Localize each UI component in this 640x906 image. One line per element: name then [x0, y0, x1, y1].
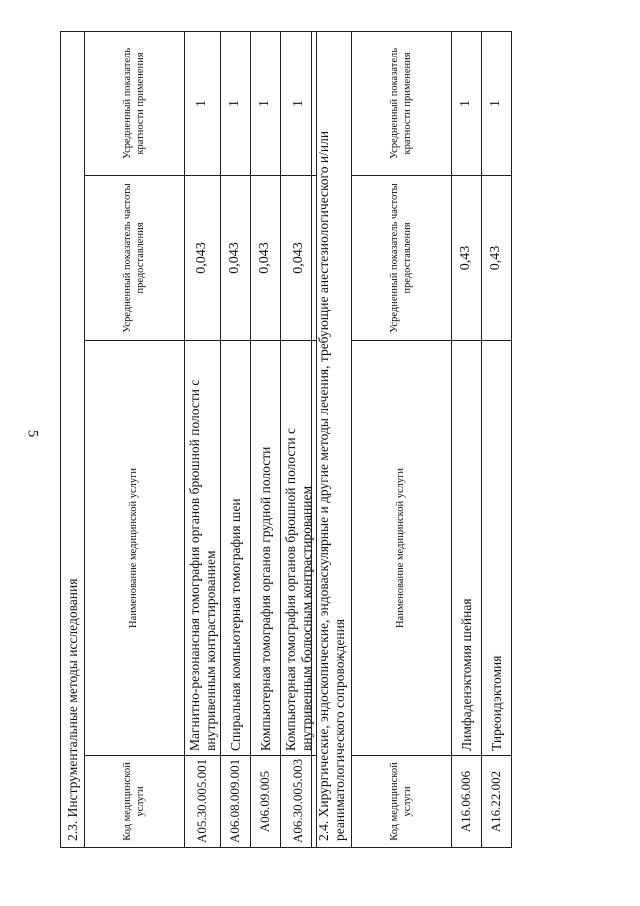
table-row	[221, 31, 251, 847]
service-code: A06.09.005	[251, 756, 281, 848]
frequency-value: 0,043	[251, 176, 281, 341]
header-name: Наименование медицинской услуги	[352, 341, 452, 756]
service-code: A06.08.009.001	[221, 756, 251, 848]
header-code: Код медицинской услуги	[85, 756, 185, 848]
frequency-value: 0,043	[281, 176, 317, 341]
service-name: Магнитно-резонансная томография органов брюшной полости с внутривенным контрастированием	[185, 341, 221, 756]
service-name: Компьютерная томография органов грудной полости	[251, 341, 281, 756]
header-code: Код медицинской услуги	[352, 756, 452, 848]
multiplicity-value: 1	[221, 31, 251, 175]
header-frequency: Усредненный показатель частоты предоставления	[352, 176, 452, 341]
section-title: 2.4. Хирургические, эндоскопические, эндоваскулярные и другие методы лечения, требующие анестезиологического и/или реаниматологического сопровождения	[312, 31, 352, 847]
multiplicity-value: 1	[482, 31, 512, 175]
frequency-value: 0,043	[185, 176, 221, 341]
service-name: Спиральная компьютерная томография шеи	[221, 341, 251, 756]
service-name: Лимфаденэктомия шейная	[452, 341, 482, 756]
header-multiplicity: Усредненный показатель кратности применения	[352, 31, 452, 175]
header-multiplicity: Усредненный показатель кратности применения	[85, 31, 185, 175]
service-code: A16.22.002	[482, 756, 512, 848]
table-row	[482, 31, 512, 847]
surgical-methods-table	[311, 31, 512, 848]
multiplicity-value: 1	[185, 31, 221, 175]
multiplicity-value: 1	[452, 31, 482, 175]
rotated-page-content	[60, 32, 620, 848]
multiplicity-value: 1	[281, 31, 317, 175]
table-row	[452, 31, 482, 847]
service-name: Тиреоидэктомия	[482, 341, 512, 756]
header-frequency: Усредненный показатель частоты предоставления	[85, 176, 185, 341]
instrumental-methods-table	[60, 31, 317, 848]
section-title: 2.3. Инструментальные методы исследования	[61, 31, 85, 847]
service-code: A06.30.005.003	[281, 756, 317, 848]
service-name: Компьютерная томография органов брюшной полости с внутривенным болюсным контрастированием	[281, 341, 317, 756]
frequency-value: 0,43	[482, 176, 512, 341]
service-code: A16.06.006	[452, 756, 482, 848]
page-number: 5	[24, 429, 41, 438]
table-row	[185, 31, 221, 847]
frequency-value: 0,43	[452, 176, 482, 341]
table-row	[251, 31, 281, 847]
multiplicity-value: 1	[251, 31, 281, 175]
service-code: A05.30.005.001	[185, 756, 221, 848]
header-name: Наименование медицинской услуги	[85, 341, 185, 756]
frequency-value: 0,043	[221, 176, 251, 341]
